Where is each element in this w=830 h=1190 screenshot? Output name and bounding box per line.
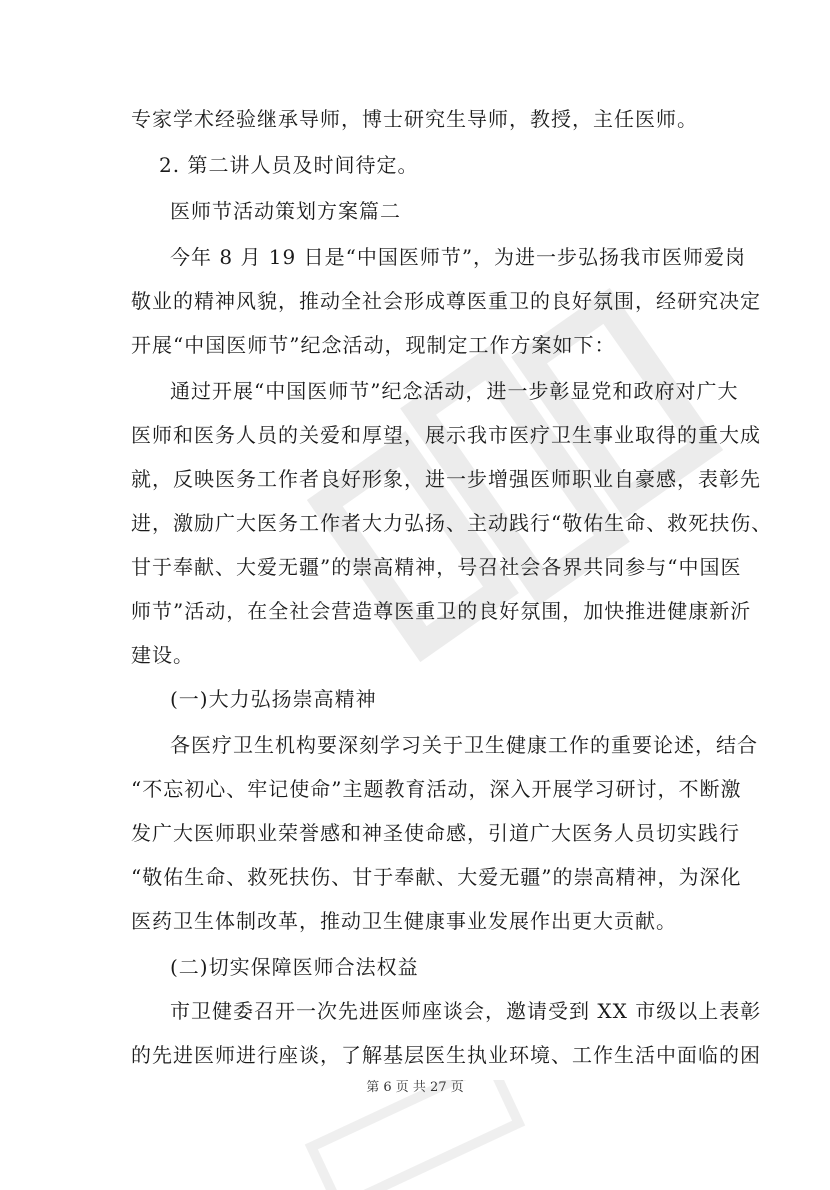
text-line-10: 进，激励广大医务工作者大力弘扬、主动践行“敬佑生命、救死扶伤、	[131, 511, 773, 535]
text-line-19: 医药卫生体制改革，推动卫生健康事业发展作出更大贡献。	[131, 909, 677, 933]
text-line-6: 开展“中国医师节”纪念活动，现制定工作方案如下：	[131, 333, 616, 357]
page-number-footer: 第 6 页 共 27 页	[366, 1080, 464, 1095]
text-line-7: 通过开展“中国医师节”纪念活动，进一步彰显党和政府对广大	[170, 379, 739, 403]
text-line-16: “不忘初心、牢记使命”主题教育活动，深入开展学习研讨，不断激	[131, 777, 742, 801]
section-heading: 医师节活动策划方案篇二	[170, 199, 401, 223]
text-line-22: 的先进医师进行座谈，了解基层医生执业环境、工作生活中面临的困	[131, 1043, 761, 1067]
text-line-5: 敬业的精神风貌，推动全社会形成尊医重卫的良好氛围，经研究决定	[131, 289, 761, 313]
text-line-4: 今年 8 月 19 日是“中国医师节”，为进一步弘扬我市医师爱岗	[170, 245, 747, 269]
subheading-2: (二)切实保障医师合法权益	[170, 955, 419, 979]
text-line-1: 专家学术经验继承导师，博士研究生导师，教授，主任医师。	[131, 107, 698, 131]
text-line-13: 建设。	[131, 643, 194, 667]
text-line-9: 就，反映医务工作者良好形象，进一步增强医师职业自豪感，表彰先	[131, 467, 761, 491]
text-line-2: 2. 第二讲人员及时间待定。	[159, 153, 419, 177]
text-line-8: 医师和医务人员的关爱和厚望，展示我市医疗卫生事业取得的重大成	[131, 423, 761, 447]
text-line-15: 各医疗卫生机构要深刻学习关于卫生健康工作的重要论述，结合	[170, 733, 758, 757]
text-line-18: “敬佑生命、救死扶伤、甘于奉献、大爱无疆”的崇高精神，为深化	[131, 865, 742, 889]
text-line-11: 甘于奉献、大爱无疆”的崇高精神，号召社会各界共同参与“中国医	[131, 555, 742, 579]
text-line-17: 发广大医师职业荣誉感和神圣使命感，引道广大医务人员切实践行	[131, 821, 740, 845]
subheading-1: (一)大力弘扬崇高精神	[170, 687, 377, 711]
text-line-12: 师节”活动，在全社会营造尊医重卫的良好氛围，加快推进健康新沂	[131, 599, 752, 623]
text-line-21: 市卫健委召开一次先进医师座谈会，邀请受到 XX 市级以上表彰	[170, 999, 762, 1023]
